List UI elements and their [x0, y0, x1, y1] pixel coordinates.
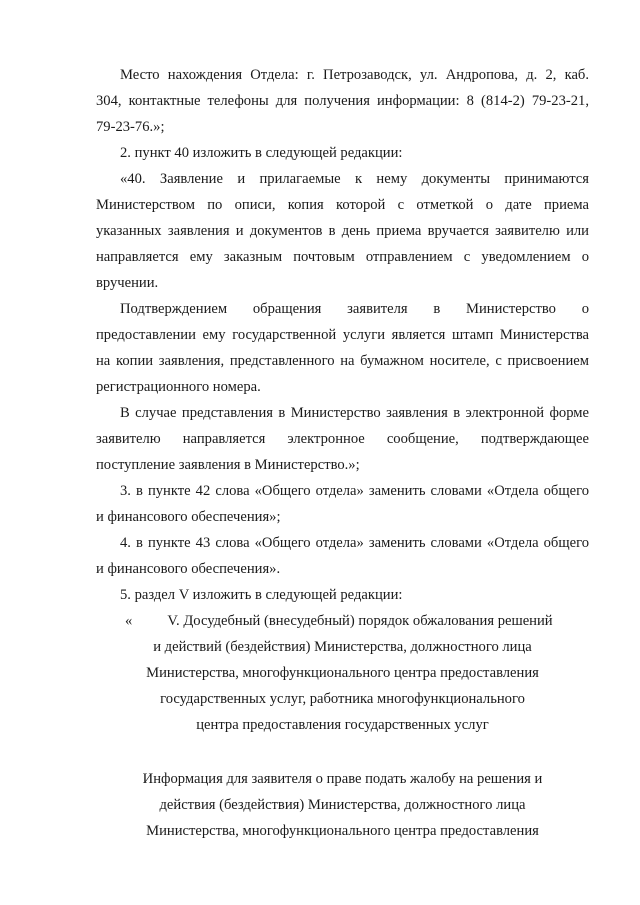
subsection-title-line: Министерства, многофункционального центра предоставления [146, 823, 539, 839]
section-title-line: V. Досудебный (внесудебный) порядок обжалования решений [167, 613, 553, 629]
subsection-title-line: Информация для заявителя о праве подать жалобу на решения и [142, 771, 543, 787]
text-line: 5. раздел V изложить в следующей редакции: [120, 587, 403, 603]
text-line: Министерством по описи, копия которой с отметкой о дате приема [96, 197, 589, 213]
section-title-line: и действий (бездействия) Министерства, должностного лица [153, 639, 532, 655]
text-line: заявителю направляется электронное сообщение, подтверждающее [96, 431, 589, 447]
text-line: 3. в пункте 42 слова «Общего отдела» заменить словами «Отдела общего [120, 483, 589, 499]
section-title-line: центра предоставления государственных услуг [196, 717, 489, 733]
text-line: направляется ему заказным почтовым отправлением с уведомлением о [96, 249, 589, 265]
text-line: Подтверждением обращения заявителя в Министерство о [120, 301, 589, 317]
text-line: «40. Заявление и прилагаемые к нему документы принимаются [120, 171, 589, 187]
section-title-line: государственных услуг, работника многофункционального [160, 691, 525, 707]
text-line: предоставлении ему государственной услуги является штамп Министерства [96, 327, 589, 343]
text-line: на копии заявления, представленного на бумажном носителе, с присвоением [96, 353, 589, 369]
text-line: В случае представления в Министерство заявления в электронной форме [120, 405, 589, 421]
text-line: 4. в пункте 43 слова «Общего отдела» заменить словами «Отдела общего [120, 535, 589, 551]
text-line: поступление заявления в Министерство.»; [96, 457, 360, 473]
subsection-title-line: действия (бездействия) Министерства, должностного лица [159, 797, 526, 813]
section-title-line: Министерства, многофункционального центра предоставления [146, 665, 539, 681]
text-line: Место нахождения Отдела: г. Петрозаводск, ул. Андропова, д. 2, каб. [120, 67, 589, 83]
text-line: и финансового обеспечения». [96, 561, 281, 577]
text-line: регистрационного номера. [96, 379, 261, 395]
text-line: вручении. [96, 275, 159, 291]
text-line: указанных заявления и документов в день приема вручается заявителю или [96, 223, 589, 239]
text-line: и финансового обеспечения»; [96, 509, 281, 525]
opening-quote-mark: « [125, 613, 133, 629]
text-line: 2. пункт 40 изложить в следующей редакции: [120, 145, 403, 161]
text-line: 79-23-76.»; [96, 119, 165, 135]
text-line: 304, контактные телефоны для получения информации: 8 (814-2) 79-23-21, [96, 93, 589, 109]
